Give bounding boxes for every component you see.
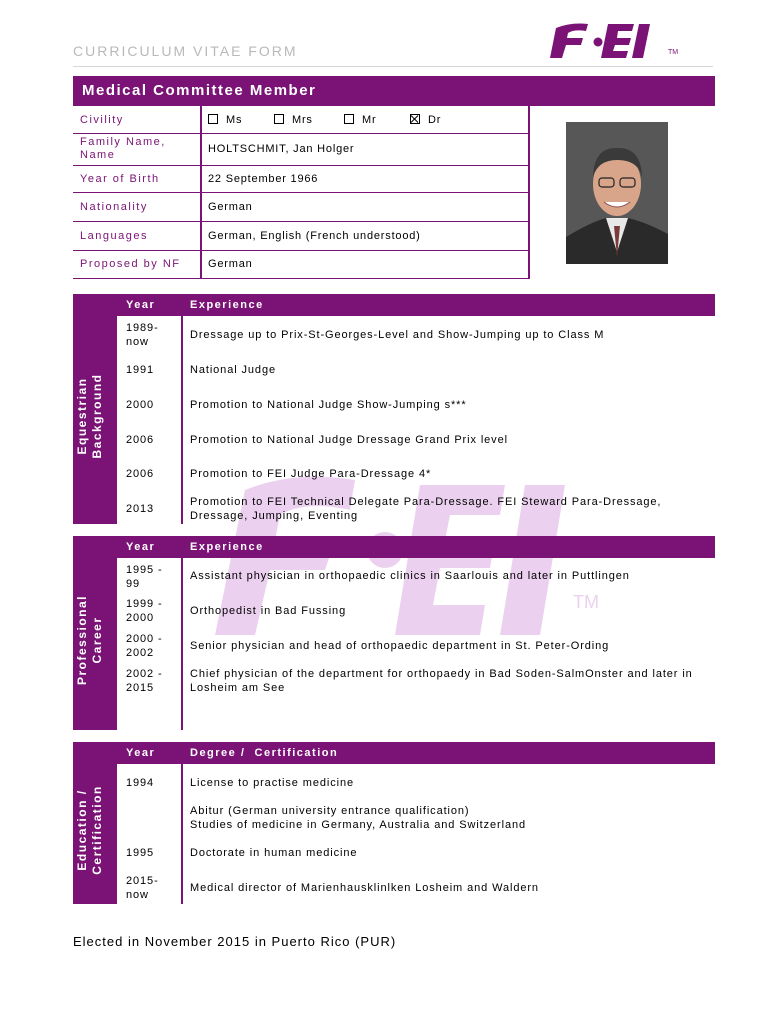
career-text: Orthopedist in Bad Fussing [190, 605, 347, 617]
education-col-degree: Degree / Certification [190, 747, 339, 759]
checkbox-label: Dr [428, 114, 442, 126]
education-column-divider [181, 764, 183, 904]
equestrian-side-label [75, 346, 105, 486]
career-column-divider [181, 558, 183, 730]
career-side-text: Professional Career [75, 594, 104, 686]
equestrian-col-experience: Experience [190, 299, 264, 311]
career-text: Chief physician of the department for orthopaedy in Bad Soden-SalmOnster and later in Losheim am See [190, 668, 693, 694]
checkbox-mr[interactable] [344, 114, 376, 126]
watermark-tm: TM [573, 592, 599, 612]
equestrian-year: 2000 [126, 399, 155, 411]
equestrian-text: Promotion to National Judge Dressage Grand Prix level [190, 434, 508, 446]
checkbox-label: Mr [362, 114, 377, 126]
equestrian-text: Promotion to FEI Technical Delegate Para-Dressage. FEI Steward Para-Dressage, Dressage, Jumping, Eventing [190, 496, 662, 522]
proposed-by-value: German [208, 258, 253, 270]
proposed-by-label: Proposed by NF [80, 258, 181, 270]
languages-value: German, English (French understood) [208, 230, 421, 242]
education-year: 1994 [126, 777, 155, 789]
proposed-by-row [73, 250, 530, 279]
languages-label: Languages [80, 230, 148, 242]
career-year: 2002 - 2015 [126, 668, 163, 694]
checked-box-icon [410, 114, 420, 124]
equestrian-text: Dressage up to Prix-St-Georges-Level and Show-Jumping up to Class M [190, 329, 605, 341]
equestrian-text: Promotion to National Judge Show-Jumping s*** [190, 399, 467, 411]
nationality-row [73, 192, 530, 222]
education-side-label [75, 760, 105, 900]
checkbox-label: Mrs [292, 114, 313, 126]
fei-logo [546, 20, 696, 60]
career-col-year: Year [126, 541, 156, 553]
education-side-text: Education / Certification [75, 785, 104, 875]
logo-tm: TM [668, 49, 679, 56]
education-text: License to practise medicine [190, 777, 354, 789]
header-divider [73, 66, 713, 67]
career-side-label [75, 570, 105, 710]
education-text: Abitur (German university entrance qualification) Studies of medicine in Germany, Australia and Switzerland [190, 805, 527, 831]
nationality-label: Nationality [80, 201, 148, 213]
equestrian-text: Promotion to FEI Judge Para-Dressage 4* [190, 468, 432, 480]
equestrian-year: 1991 [126, 364, 155, 376]
checkbox-box-icon [274, 114, 284, 124]
checkbox-mrs[interactable] [274, 114, 313, 126]
career-year: 1995 - 99 [126, 564, 163, 590]
career-col-experience: Experience [190, 541, 264, 553]
equestrian-year: 2006 [126, 434, 155, 446]
education-text: Doctorate in human medicine [190, 847, 358, 859]
equestrian-column-divider [181, 316, 183, 524]
checkbox-label: Ms [226, 114, 243, 126]
languages-row [73, 221, 530, 251]
equestrian-side-text: Equestrian Background [75, 373, 104, 459]
portrait-photo [566, 122, 668, 264]
equestrian-text: National Judge [190, 364, 276, 376]
equestrian-year: 1989- now [126, 322, 159, 348]
education-col-year: Year [126, 747, 156, 759]
education-year: 2015- now [126, 875, 159, 901]
career-text: Senior physician and head of orthopaedic department in St. Peter-Ording [190, 640, 610, 652]
year-of-birth-value: 22 September 1966 [208, 173, 319, 185]
page-title: Medical Committee Member [82, 82, 317, 99]
family-name-row [73, 133, 530, 166]
education-text: Medical director of Marienhausklinlken Losheim and Waldern [190, 882, 539, 894]
nationality-value: German [208, 201, 253, 213]
career-text: Assistant physician in orthopaedic clinics in Saarlouis and later in Puttlingen [190, 570, 630, 582]
education-year: 1995 [126, 847, 155, 859]
checkbox-ms[interactable] [208, 114, 242, 126]
equestrian-col-year: Year [126, 299, 156, 311]
checkbox-box-icon [208, 114, 218, 124]
year-of-birth-label: Year of Birth [80, 173, 160, 185]
year-of-birth-row [73, 165, 530, 193]
career-year: 1999 - 2000 [126, 598, 163, 624]
checkbox-box-icon [344, 114, 354, 124]
family-name-label: Family Name, Name [80, 136, 166, 161]
equestrian-year: 2006 [126, 468, 155, 480]
civility-label: Civility [80, 114, 124, 126]
checkbox-dr[interactable] [410, 114, 441, 126]
family-name-value: HOLTSCHMIT, Jan Holger [208, 143, 355, 155]
form-title: CURRICULUM VITAE FORM [73, 43, 298, 59]
equestrian-year: 2013 [126, 503, 155, 515]
career-year: 2000 - 2002 [126, 633, 163, 659]
election-note: Elected in November 2015 in Puerto Rico (PUR) [73, 934, 397, 949]
